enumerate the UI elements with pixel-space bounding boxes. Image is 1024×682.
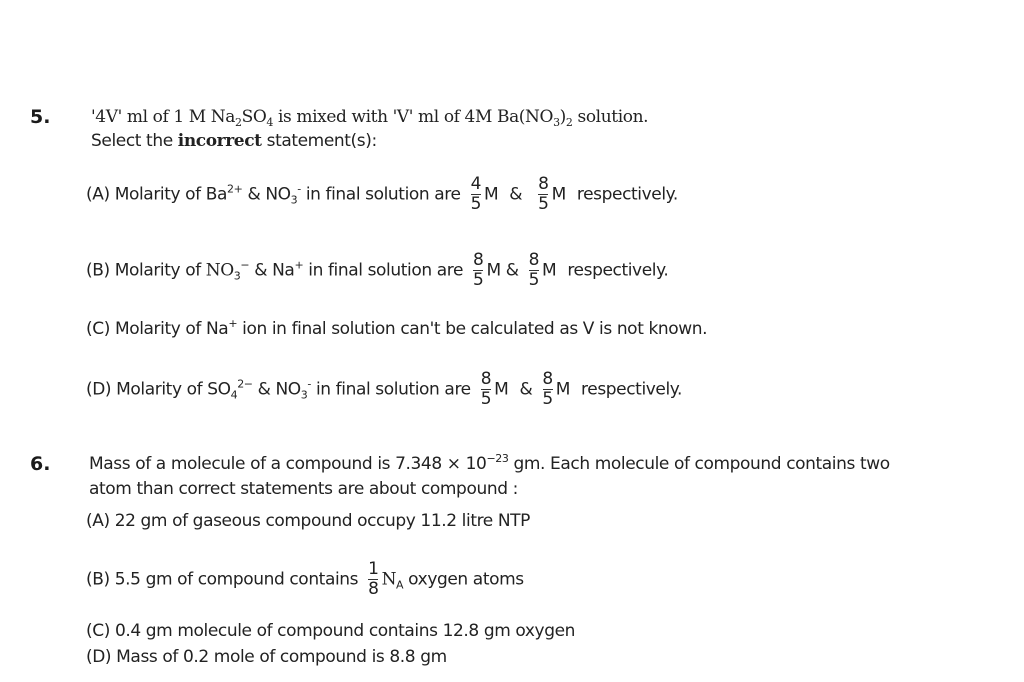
emphasis-incorrect: incorrect	[177, 131, 262, 151]
fraction: $\frac{8}{5}$	[542, 369, 553, 409]
question-number: 5.	[30, 106, 51, 128]
question-stem-line2: atom than correct statements are about compound :	[89, 479, 518, 499]
option-d: (D) Molarity of $SO_4^{2-}$ & $NO_3^-$ in final solution are $\frac{8}{5}$ M & $\frac{8}{5}$ M respectively.	[86, 369, 683, 409]
fraction: $\frac{8}{5}$	[473, 250, 484, 290]
question-number: 6.	[30, 453, 51, 475]
fraction: $\frac{8}{5}$	[538, 174, 549, 214]
question-instruction: Select the incorrect statement(s):	[91, 131, 377, 151]
option-a: (A) 22 gm of gaseous compound occupy 11.2 litre NTP	[86, 511, 531, 531]
option-a: (A) Molarity of $Ba^{2+}$ & $NO_3^-$ in final solution are $\frac{4}{5}$ M & $\frac{8}{5}$ M respectively.	[86, 174, 678, 214]
option-d: (D) Mass of 0.2 mole of compound is 8.8 gm	[86, 647, 447, 667]
question-stem: Mass of a molecule of a compound is $7.348 \times 10^{-23}$ gm. Each molecule of compound contains two	[89, 452, 890, 474]
fraction: $\frac{1}{8}$	[368, 559, 379, 599]
fraction: $\frac{8}{5}$	[480, 369, 492, 409]
fraction: $\frac{4}{5}$	[470, 174, 481, 214]
option-c: (C) 0.4 gm molecule of compound contains 12.8 gm oxygen	[86, 621, 576, 641]
option-c: (C) Molarity of Na+ ion in final solution can't be calculated as V is not known.	[86, 317, 708, 339]
question-stem: '4V' ml of 1 M $Na_2SO_4$ is mixed with 'V' ml of 4M $Ba(NO_3)_2$ solution.	[91, 107, 649, 129]
fraction: $\frac{8}{5}$	[528, 250, 540, 290]
option-b: (B) 5.5 gm of compound contains $\frac{1}{8}$ $N_A$ oxygen atoms	[86, 559, 524, 599]
option-b: (B) Molarity of $NO_3^-$ & Na+ in final solution are $\frac{8}{5}$ M & $\frac{8}{5}$ M respectively.	[86, 250, 669, 290]
